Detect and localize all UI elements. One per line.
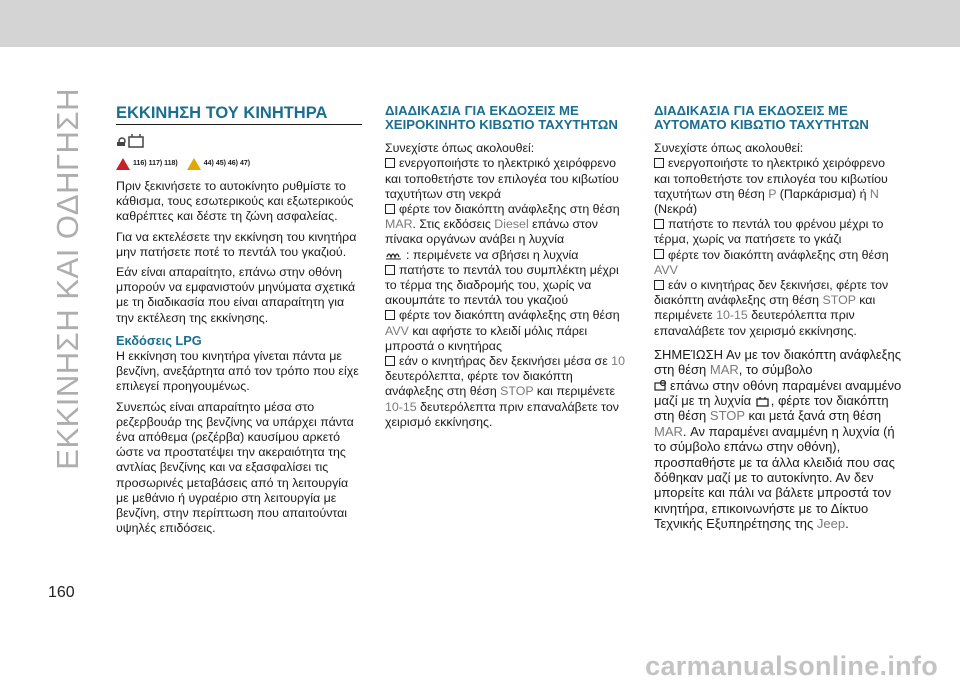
column-starting-engine [116,104,362,541]
paragraph: Για να εκτελέσετε την εκκίνηση του κινητήρα μην πατήσετε ποτέ το πεντάλ του γκαζιού. [116,229,357,259]
column-automatic-gearbox [654,104,904,532]
paragraph: Η εκκίνηση του κινητήρα γίνεται πάντα με βενζίνη, ανεξάρτητα από τον τρόπο που είχε επιλεγεί προηγουμένως. [116,349,359,394]
paragraph: Εάν είναι απαραίτητο, επάνω στην οθόνη μπορούν να εμφανιστούν μηνύματα σχετικά με τη διαδικασία που είναι απαραίτητη για την εκτέλεση της εκκίνησης. [116,265,356,325]
bullet-box-icon [654,280,664,290]
bullet-box-icon [385,158,395,168]
column-manual-gearbox [385,104,633,430]
caution-triangle-icon [187,158,201,170]
danger-triangle-icon [116,158,130,170]
list-item: πατήστε το πεντάλ του συμπλέκτη μέχρι το τέρμα της διαδρομής του, χωρίς να ακουμπάτε το πεντάλ του γκαζιού [385,262,619,308]
danger-refs: 116) 117) 118) [133,160,178,168]
section-title: ΔΙΑΔΙΚΑΣΙΑ ΓΙΑ ΕΚΔΟΣΕΙΣ ΜΕ ΑΥΤΟΜΑΤΟ ΚΙΒΩΤΙΟ ΤΑΧΥΤΗΤΩΝ [654,103,869,132]
page-number: 160 [48,584,75,601]
list-item: : περιμένετε να σβήσει η λυχνία [385,248,633,263]
bullet-box-icon [654,249,664,259]
list-item: ενεργοποιήστε το ηλεκτρικό χειρόφρενο και τοποθετήστε τον επιλογέα του κιβωτίου ταχυτήτων στη θέση P (Παρκάρισμα) ή N (Νεκρά) [654,156,888,216]
immobilizer-car-key-icon [654,380,668,392]
bullet-box-icon [385,310,395,320]
engine-key-icons [116,133,362,155]
paragraph: Πριν ξεκινήσετε το αυτοκίνητο ρυθμίστε το κάθισμα, τους εσωτερικούς και εξωτερικούς καθρέπτες και δέστε τη ζώνη ασφαλείας. [116,179,354,224]
bullet-box-icon [654,219,664,229]
title-rule [116,124,362,125]
warning-references [116,155,362,173]
section-title: ΔΙΑΔΙΚΑΣΙΑ ΓΙΑ ΕΚΔΟΣΕΙΣ ΜΕ ΧΕΙΡΟΚΙΝΗΤΟ ΚΙΒΩΤΙΟ ΤΑΧΥΤΗΤΩΝ [385,103,618,132]
list-item: πατήστε το πεντάλ του φρένου μέχρι το τέρμα, χωρίς να πατήσετε το γκάζι [654,217,884,247]
bullet-box-icon [654,158,664,168]
list-item: φέρτε τον διακόπτη ανάφλεξης στη θέση MAR. Στις εκδόσεις Diesel επάνω στον πίνακα οργάνων ανάβει η λυχνία [385,202,620,247]
intro: Συνεχίστε όπως ακολουθεί: [385,141,535,156]
section-side-title: ΕΚΚΙΝΗΣΗ ΚΑΙ ΟΔΗΓΗΣΗ [50,88,85,470]
list-item: φέρτε τον διακόπτη ανάφλεξης στη θέση AVV [654,247,889,277]
section-title: ΕΚΚΙΝΗΣΗ ΤΟΥ ΚΙΝΗΤΗΡΑ [116,104,328,122]
bullet-box-icon [385,356,395,366]
key-engine-icon [116,133,150,151]
list-item: φέρτε τον διακόπτη ανάφλεξης στη θέση AVV και αφήστε το κλειδί μόλις πάρει μπροστά ο κινητήρας [385,308,620,353]
paragraph: Συνεπώς είναι απαραίτητο μέσα στο ρεζερβουάρ της βενζίνης να υπάρχει πάντα ένα απόθεμα (ρεζέρβα) καυσίμου αρκετό ώστε να προστατέψει την ακεραιότητα της αντλίας βενζίνης και να εξασφαλίσει τις προσωρινές μεταβάσεις από τη λειτουργία με μεθάνιο ή υγραέριο στη λειτουργία με βενζίνη, στην περίπτωση που απαιτούνται υψηλές επιδόσεις. [116,399,354,536]
note-paragraph: ΣΗΜΕΊΩΣΗ Αν με τον διακόπτη ανάφλεξης στη θέση MAR, το σύμβολο επάνω στην οθόνη παραμένει αναμμένο μαζί με τη λυχνία , φέρτε τον διακόπτη στη θέση STOP και μετά ξανά στη θέση MAR. Αν παραμένει αναμμένη η λυχνία (ή το σύμβολο επάνω στην οθόνη), προσπαθήστε με τα άλλα κλειδιά που σας δόθηκαν μαζί με το αυτοκίνητο. Αν δεν μπορείτε και πάλι να βάλετε μπροστά τον κινητήρα, επικοινωνήστε με το Δίκτυο Τεχνικής Εξυπηρέτησης της Jeep. [654,346,902,532]
list-item: εάν ο κινητήρας δεν ξεκινήσει, φέρτε τον διακόπτη ανάφλεξης στη θέση STOP και περιμένετε 10-15 δευτερόλεπτα πριν επαναλάβετε τον χειρισμό εκκίνησης. [654,278,889,338]
list-item: ενεργοποιήστε το ηλεκτρικό χειρόφρενο και τοποθετήστε τον επιλογέα του κιβωτίου ταχυτήτων στη νεκρά [385,156,619,201]
caution-refs: 44) 45) 46) 47) [203,160,251,168]
top-bar [0,0,960,47]
intro: Συνεχίστε όπως ακολουθεί: [654,141,804,156]
list-item: εάν ο κινητήρας δεν ξεκινήσει μέσα σε 10 δευτερόλεπτα, φέρτε τον διακόπτη ανάφλεξης στη θέση STOP και περιμένετε 10-15 δευτερόλεπτα πριν επαναλάβετε τον χειρισμό εκκίνησης. [385,354,625,429]
bullet-box-icon [385,265,395,275]
side-band [0,47,52,678]
subsection-title: Εκδόσεις LPG [116,332,202,348]
watermark: carmanualsonline.info [645,651,938,681]
bullet-box-icon [385,204,395,214]
engine-warning-icon [755,396,771,408]
glow-plug-icon [385,250,403,260]
